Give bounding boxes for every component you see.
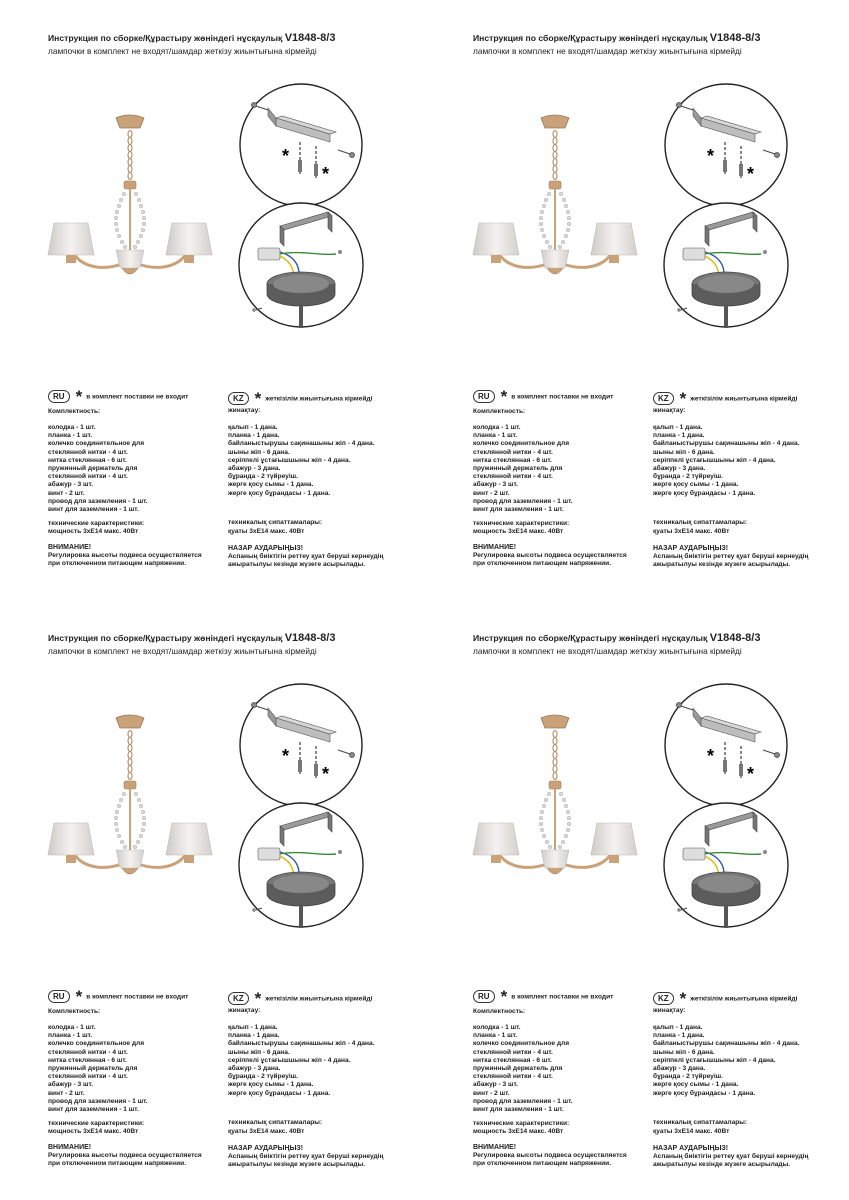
tech-value: қуаты 3хЕ14 макс. 40Вт — [653, 1128, 730, 1135]
page-title: Инструкция по сборке/Құрастыру жөніндегі нұсқаулық V1848-8/3 — [48, 32, 336, 44]
warning-line: ажыратылуы кезінде жүзеге асырылады. — [653, 1161, 791, 1169]
tech-heading: техникалық сипаттамалары: — [228, 1119, 323, 1126]
warning-heading: НАЗАР АУДАРЫҢЫЗ! — [653, 545, 729, 552]
list-item: шыны жіп - 6 дана. — [228, 448, 290, 456]
mounting-plate-diagram — [238, 682, 364, 808]
tech-heading: техникалық сипаттамалары: — [228, 519, 323, 526]
not-included-star: * — [679, 988, 687, 1008]
warning-heading: ВНИМАНИЕ! — [48, 1144, 92, 1151]
list-item: планка - 1 дана. — [228, 1032, 280, 1040]
tech-value: мощность 3хЕ14 макс. 40Вт — [48, 1128, 139, 1135]
list-item: винт для заземления - 1 шт. — [473, 505, 564, 513]
list-item: колодка - 1 шт. — [473, 424, 521, 431]
kit-list — [653, 1024, 800, 1098]
mounting-plate-diagram — [663, 682, 789, 808]
warning-line: Аспаның биіктігін реттеу қуат беруші кернеудің — [228, 1153, 384, 1161]
warning — [473, 1144, 627, 1169]
instruction-card-4 — [425, 600, 849, 1200]
list-item: пружинный держатель для — [48, 464, 138, 472]
not-included-star: * — [707, 146, 715, 166]
list-item: серіппелі ұстағышшыны жіп - 4 дана. — [653, 1056, 776, 1064]
not-included-note: в комплект поставки не входит — [86, 993, 189, 1001]
list-item: байланыстырушы сақинашыны жіп - 4 дана. — [228, 440, 375, 448]
list-item: стеклянной нитки - 4 шт. — [473, 1073, 553, 1081]
model-number: V1848-8/3 — [709, 632, 761, 644]
warning-line: Аспаның биіктігін реттеу қуат беруші кернеудің — [653, 1153, 809, 1161]
list-item: пружинный держатель для — [473, 464, 563, 472]
not-included-star: * — [322, 764, 330, 784]
tech-value: мощность 3хЕ14 макс. 40Вт — [48, 528, 139, 535]
warning-heading: ВНИМАНИЕ! — [473, 544, 517, 551]
not-included-star: * — [707, 746, 715, 766]
not-included-star: * — [747, 164, 755, 184]
list-item: пружинный держатель для — [48, 1064, 138, 1072]
not-included-note: в комплект поставки не входит — [511, 993, 614, 1001]
warning — [48, 1144, 202, 1169]
tech-heading: технические характеристики: — [48, 520, 145, 527]
list-item: абажур - 3 шт. — [473, 1081, 519, 1089]
kz-header — [228, 990, 372, 1008]
not-included-star: * — [322, 164, 330, 184]
kit-list — [653, 424, 800, 498]
kit-heading: Комплектность: — [473, 408, 526, 415]
list-item: жерге қосу бұрандасы - 1 дана. — [653, 1089, 756, 1097]
chandelier-illustration — [465, 710, 645, 900]
list-item: стеклянной нитки - 4 шт. — [48, 473, 128, 481]
list-item: қалып - 1 дана. — [228, 1024, 278, 1031]
warning-line: Аспаның биіктігін реттеу қуат беруші кернеудің — [228, 553, 384, 561]
list-item: жерге қосу бұрандасы - 1 дана. — [228, 1089, 331, 1097]
list-item: колечко соединительное для — [48, 1040, 145, 1048]
warning — [228, 545, 383, 570]
list-item: байланыстырушы сақинашыны жіп - 4 дана. — [653, 1040, 800, 1048]
list-item: винт для заземления - 1 шт. — [48, 505, 139, 513]
not-included-star: * — [500, 386, 508, 406]
list-item: планка - 1 дана. — [228, 432, 280, 440]
list-item: абажур - 3 дана. — [228, 464, 281, 472]
list-item: нитка стеклянная - 6 шт. — [48, 1056, 127, 1064]
chandelier-illustration — [40, 710, 220, 900]
kit-heading: Комплектность: — [48, 1008, 101, 1015]
kit-list — [473, 424, 573, 514]
warning — [48, 544, 202, 569]
tech-value: мощность 3хЕ14 макс. 40Вт — [473, 528, 564, 535]
list-item: жерге қосу бұрандасы - 1 дана. — [228, 489, 331, 497]
list-item: планка - 1 шт. — [48, 432, 93, 440]
bulbs-note: лампочки в комплект не входят/шамдар жеткізу жиынтығына кірмейді — [48, 46, 317, 56]
language-badge-ru: RU — [473, 390, 495, 403]
list-item: жерге қосу сымы - 1 дана. — [653, 1081, 739, 1089]
list-item: колодка - 1 шт. — [48, 424, 96, 431]
list-item: планка - 1 дана. — [653, 1032, 705, 1040]
list-item: абажур - 3 шт. — [48, 481, 94, 489]
kz-header — [653, 990, 797, 1008]
mounting-plate-diagram — [238, 82, 364, 208]
not-included-star: * — [282, 746, 290, 766]
list-item: планка - 1 шт. — [48, 1032, 93, 1040]
not-included-star: * — [282, 146, 290, 166]
warning-line: Регулировка высоты подвеса осуществляется — [473, 552, 627, 560]
list-item: нитка стеклянная - 6 шт. — [473, 1056, 552, 1064]
language-badge-kz: KZ — [653, 992, 674, 1005]
not-included-star: * — [75, 386, 83, 406]
kit-list — [48, 1024, 148, 1114]
tech-value: қуаты 3хЕ14 макс. 40Вт — [228, 1128, 305, 1135]
list-item: шыны жіп - 6 дана. — [653, 448, 715, 456]
warning — [473, 544, 627, 569]
model-number: V1848-8/3 — [284, 632, 336, 644]
list-item: планка - 1 шт. — [473, 1032, 518, 1040]
list-item: шыны жіп - 6 дана. — [228, 1048, 290, 1056]
list-item: бұранда - 2 түйреуіш. — [653, 473, 724, 481]
list-item: провод для заземления - 1 шт. — [48, 1097, 148, 1105]
tech-heading: техникалық сипаттамалары: — [653, 1119, 748, 1126]
list-item: абажур - 3 дана. — [653, 1064, 706, 1072]
not-included-star: * — [500, 986, 508, 1006]
language-badge-kz: KZ — [228, 392, 249, 405]
bulbs-note: лампочки в комплект не входят/шамдар жеткізу жиынтығына кірмейді — [473, 46, 742, 56]
list-item: абажур - 3 дана. — [653, 464, 706, 472]
list-item: абажур - 3 шт. — [473, 481, 519, 489]
list-item: винт - 2 шт. — [48, 489, 85, 497]
kit-list — [228, 1024, 375, 1098]
list-item: винт для заземления - 1 шт. — [473, 1105, 564, 1113]
not-included-star: * — [679, 388, 687, 408]
bulbs-note: лампочки в комплект не входят/шамдар жеткізу жиынтығына кірмейді — [48, 646, 317, 656]
ru-header — [473, 388, 613, 406]
instruction-card-2 — [425, 0, 849, 600]
kz-header — [228, 390, 372, 408]
kit-heading: жинақтау: — [653, 407, 686, 414]
tech-value: қуаты 3хЕ14 макс. 40Вт — [653, 528, 730, 535]
list-item: шыны жіп - 6 дана. — [653, 1048, 715, 1056]
tech-heading: технические характеристики: — [473, 1120, 570, 1127]
model-number: V1848-8/3 — [284, 32, 336, 44]
list-item: стеклянной нитки - 4 шт. — [473, 473, 553, 481]
list-item: пружинный держатель для — [473, 1064, 563, 1072]
kit-list — [473, 1024, 573, 1114]
list-item: абажур - 3 дана. — [228, 1064, 281, 1072]
warning-line: при отключенном питающем напряжении. — [473, 560, 612, 568]
not-included-star: * — [254, 988, 262, 1008]
list-item: серіппелі ұстағышшыны жіп - 4 дана. — [653, 456, 776, 464]
tech-heading: технические характеристики: — [48, 1120, 145, 1127]
list-item: стеклянной нитки - 4 шт. — [48, 1048, 128, 1056]
list-item: серіппелі ұстағышшыны жіп - 4 дана. — [228, 1056, 351, 1064]
list-item: бұранда - 2 түйреуіш. — [228, 473, 299, 481]
list-item: жерге қосу сымы - 1 дана. — [228, 481, 314, 489]
instruction-card-3 — [0, 600, 424, 1200]
wiring-diagram — [661, 200, 791, 330]
not-included-note: жеткізілім жиынтығына кірмейді — [690, 395, 798, 403]
warning-heading: НАЗАР АУДАРЫҢЫЗ! — [653, 1145, 729, 1152]
ru-header — [48, 988, 188, 1006]
not-included-note: жеткізілім жиынтығына кірмейді — [690, 995, 798, 1003]
language-badge-ru: RU — [473, 990, 495, 1003]
warning — [653, 1145, 808, 1170]
warning-line: ажыратылуы кезінде жүзеге асырылады. — [653, 561, 791, 569]
list-item: жерге қосу бұрандасы - 1 дана. — [653, 489, 756, 497]
kit-heading: жинақтау: — [228, 1007, 261, 1014]
instruction-card-1 — [0, 0, 424, 600]
list-item: винт - 2 шт. — [473, 1089, 510, 1097]
mounting-plate-diagram — [663, 82, 789, 208]
warning — [228, 1145, 383, 1170]
warning-line: при отключенном питающем напряжении. — [48, 560, 187, 568]
warning-line: Аспаның биіктігін реттеу қуат беруші кернеудің — [653, 553, 809, 561]
bulbs-note: лампочки в комплект не входят/шамдар жеткізу жиынтығына кірмейді — [473, 646, 742, 656]
kit-list — [48, 424, 148, 514]
kit-heading: Комплектность: — [48, 408, 101, 415]
warning-heading: ВНИМАНИЕ! — [48, 544, 92, 551]
list-item: серіппелі ұстағышшыны жіп - 4 дана. — [228, 456, 351, 464]
list-item: стеклянной нитки - 4 шт. — [48, 1073, 128, 1081]
wiring-diagram — [236, 200, 366, 330]
list-item: қалып - 1 дана. — [228, 424, 278, 431]
list-item: бұранда - 2 түйреуіш. — [228, 1073, 299, 1081]
page-title: Инструкция по сборке/Құрастыру жөніндегі нұсқаулық V1848-8/3 — [473, 632, 761, 644]
not-included-star: * — [254, 388, 262, 408]
list-item: стеклянной нитки - 4 шт. — [48, 448, 128, 456]
warning-heading: НАЗАР АУДАРЫҢЫЗ! — [228, 545, 304, 552]
language-badge-kz: KZ — [653, 392, 674, 405]
list-item: бұранда - 2 түйреуіш. — [653, 1073, 724, 1081]
model-number: V1848-8/3 — [709, 32, 761, 44]
list-item: колодка - 1 шт. — [473, 1024, 521, 1031]
list-item: провод для заземления - 1 шт. — [473, 497, 573, 505]
kit-list — [228, 424, 375, 498]
kit-heading: Комплектность: — [473, 1008, 526, 1015]
kit-heading: жинақтау: — [228, 407, 261, 414]
list-item: колодка - 1 шт. — [48, 1024, 96, 1031]
tech-value: мощность 3хЕ14 макс. 40Вт — [473, 1128, 564, 1135]
tech-value: қуаты 3хЕ14 макс. 40Вт — [228, 528, 305, 535]
list-item: планка - 1 шт. — [473, 432, 518, 440]
list-item: абажур - 3 шт. — [48, 1081, 94, 1089]
language-badge-kz: KZ — [228, 992, 249, 1005]
warning-line: Регулировка высоты подвеса осуществляется — [48, 1152, 202, 1160]
not-included-star: * — [747, 764, 755, 784]
list-item: нитка стеклянная - 6 шт. — [473, 456, 552, 464]
list-item: провод для заземления - 1 шт. — [48, 497, 148, 505]
list-item: жерге қосу сымы - 1 дана. — [653, 481, 739, 489]
list-item: байланыстырушы сақинашыны жіп - 4 дана. — [228, 1040, 375, 1048]
list-item: колечко соединительное для — [473, 440, 570, 448]
not-included-note: в комплект поставки не входит — [86, 393, 189, 401]
list-item: колечко соединительное для — [473, 1040, 570, 1048]
list-item: нитка стеклянная - 6 шт. — [48, 456, 127, 464]
list-item: винт - 2 шт. — [48, 1089, 85, 1097]
not-included-note: в комплект поставки не входит — [511, 393, 614, 401]
warning-line: Регулировка высоты подвеса осуществляется — [48, 552, 202, 560]
list-item: планка - 1 дана. — [653, 432, 705, 440]
language-badge-ru: RU — [48, 990, 70, 1003]
page-title: Инструкция по сборке/Құрастыру жөніндегі нұсқаулық V1848-8/3 — [473, 32, 761, 44]
tech-heading: технические характеристики: — [473, 520, 570, 527]
list-item: колечко соединительное для — [48, 440, 145, 448]
not-included-star: * — [75, 986, 83, 1006]
list-item: жерге қосу сымы - 1 дана. — [228, 1081, 314, 1089]
chandelier-illustration — [40, 110, 220, 300]
warning-line: при отключенном питающем напряжении. — [48, 1160, 187, 1168]
warning-heading: НАЗАР АУДАРЫҢЫЗ! — [228, 1145, 304, 1152]
page-title: Инструкция по сборке/Құрастыру жөніндегі нұсқаулық V1848-8/3 — [48, 632, 336, 644]
list-item: стеклянной нитки - 4 шт. — [473, 1048, 553, 1056]
warning-line: Регулировка высоты подвеса осуществляется — [473, 1152, 627, 1160]
kz-header — [653, 390, 797, 408]
list-item: винт - 2 шт. — [473, 489, 510, 497]
list-item: стеклянной нитки - 4 шт. — [473, 448, 553, 456]
warning-line: при отключенном питающем напряжении. — [473, 1160, 612, 1168]
ru-header — [473, 988, 613, 1006]
kit-heading: жинақтау: — [653, 1007, 686, 1014]
not-included-note: жеткізілім жиынтығына кірмейді — [265, 995, 373, 1003]
wiring-diagram — [236, 800, 366, 930]
warning-line: ажыратылуы кезінде жүзеге асырылады. — [228, 561, 366, 569]
warning — [653, 545, 808, 570]
list-item: қалып - 1 дана. — [653, 1024, 703, 1031]
chandelier-illustration — [465, 110, 645, 300]
list-item: қалып - 1 дана. — [653, 424, 703, 431]
tech-heading: техникалық сипаттамалары: — [653, 519, 748, 526]
warning-line: ажыратылуы кезінде жүзеге асырылады. — [228, 1161, 366, 1169]
list-item: винт для заземления - 1 шт. — [48, 1105, 139, 1113]
list-item: байланыстырушы сақинашыны жіп - 4 дана. — [653, 440, 800, 448]
list-item: провод для заземления - 1 шт. — [473, 1097, 573, 1105]
warning-heading: ВНИМАНИЕ! — [473, 1144, 517, 1151]
language-badge-ru: RU — [48, 390, 70, 403]
ru-header — [48, 388, 188, 406]
not-included-note: жеткізілім жиынтығына кірмейді — [265, 395, 373, 403]
wiring-diagram — [661, 800, 791, 930]
